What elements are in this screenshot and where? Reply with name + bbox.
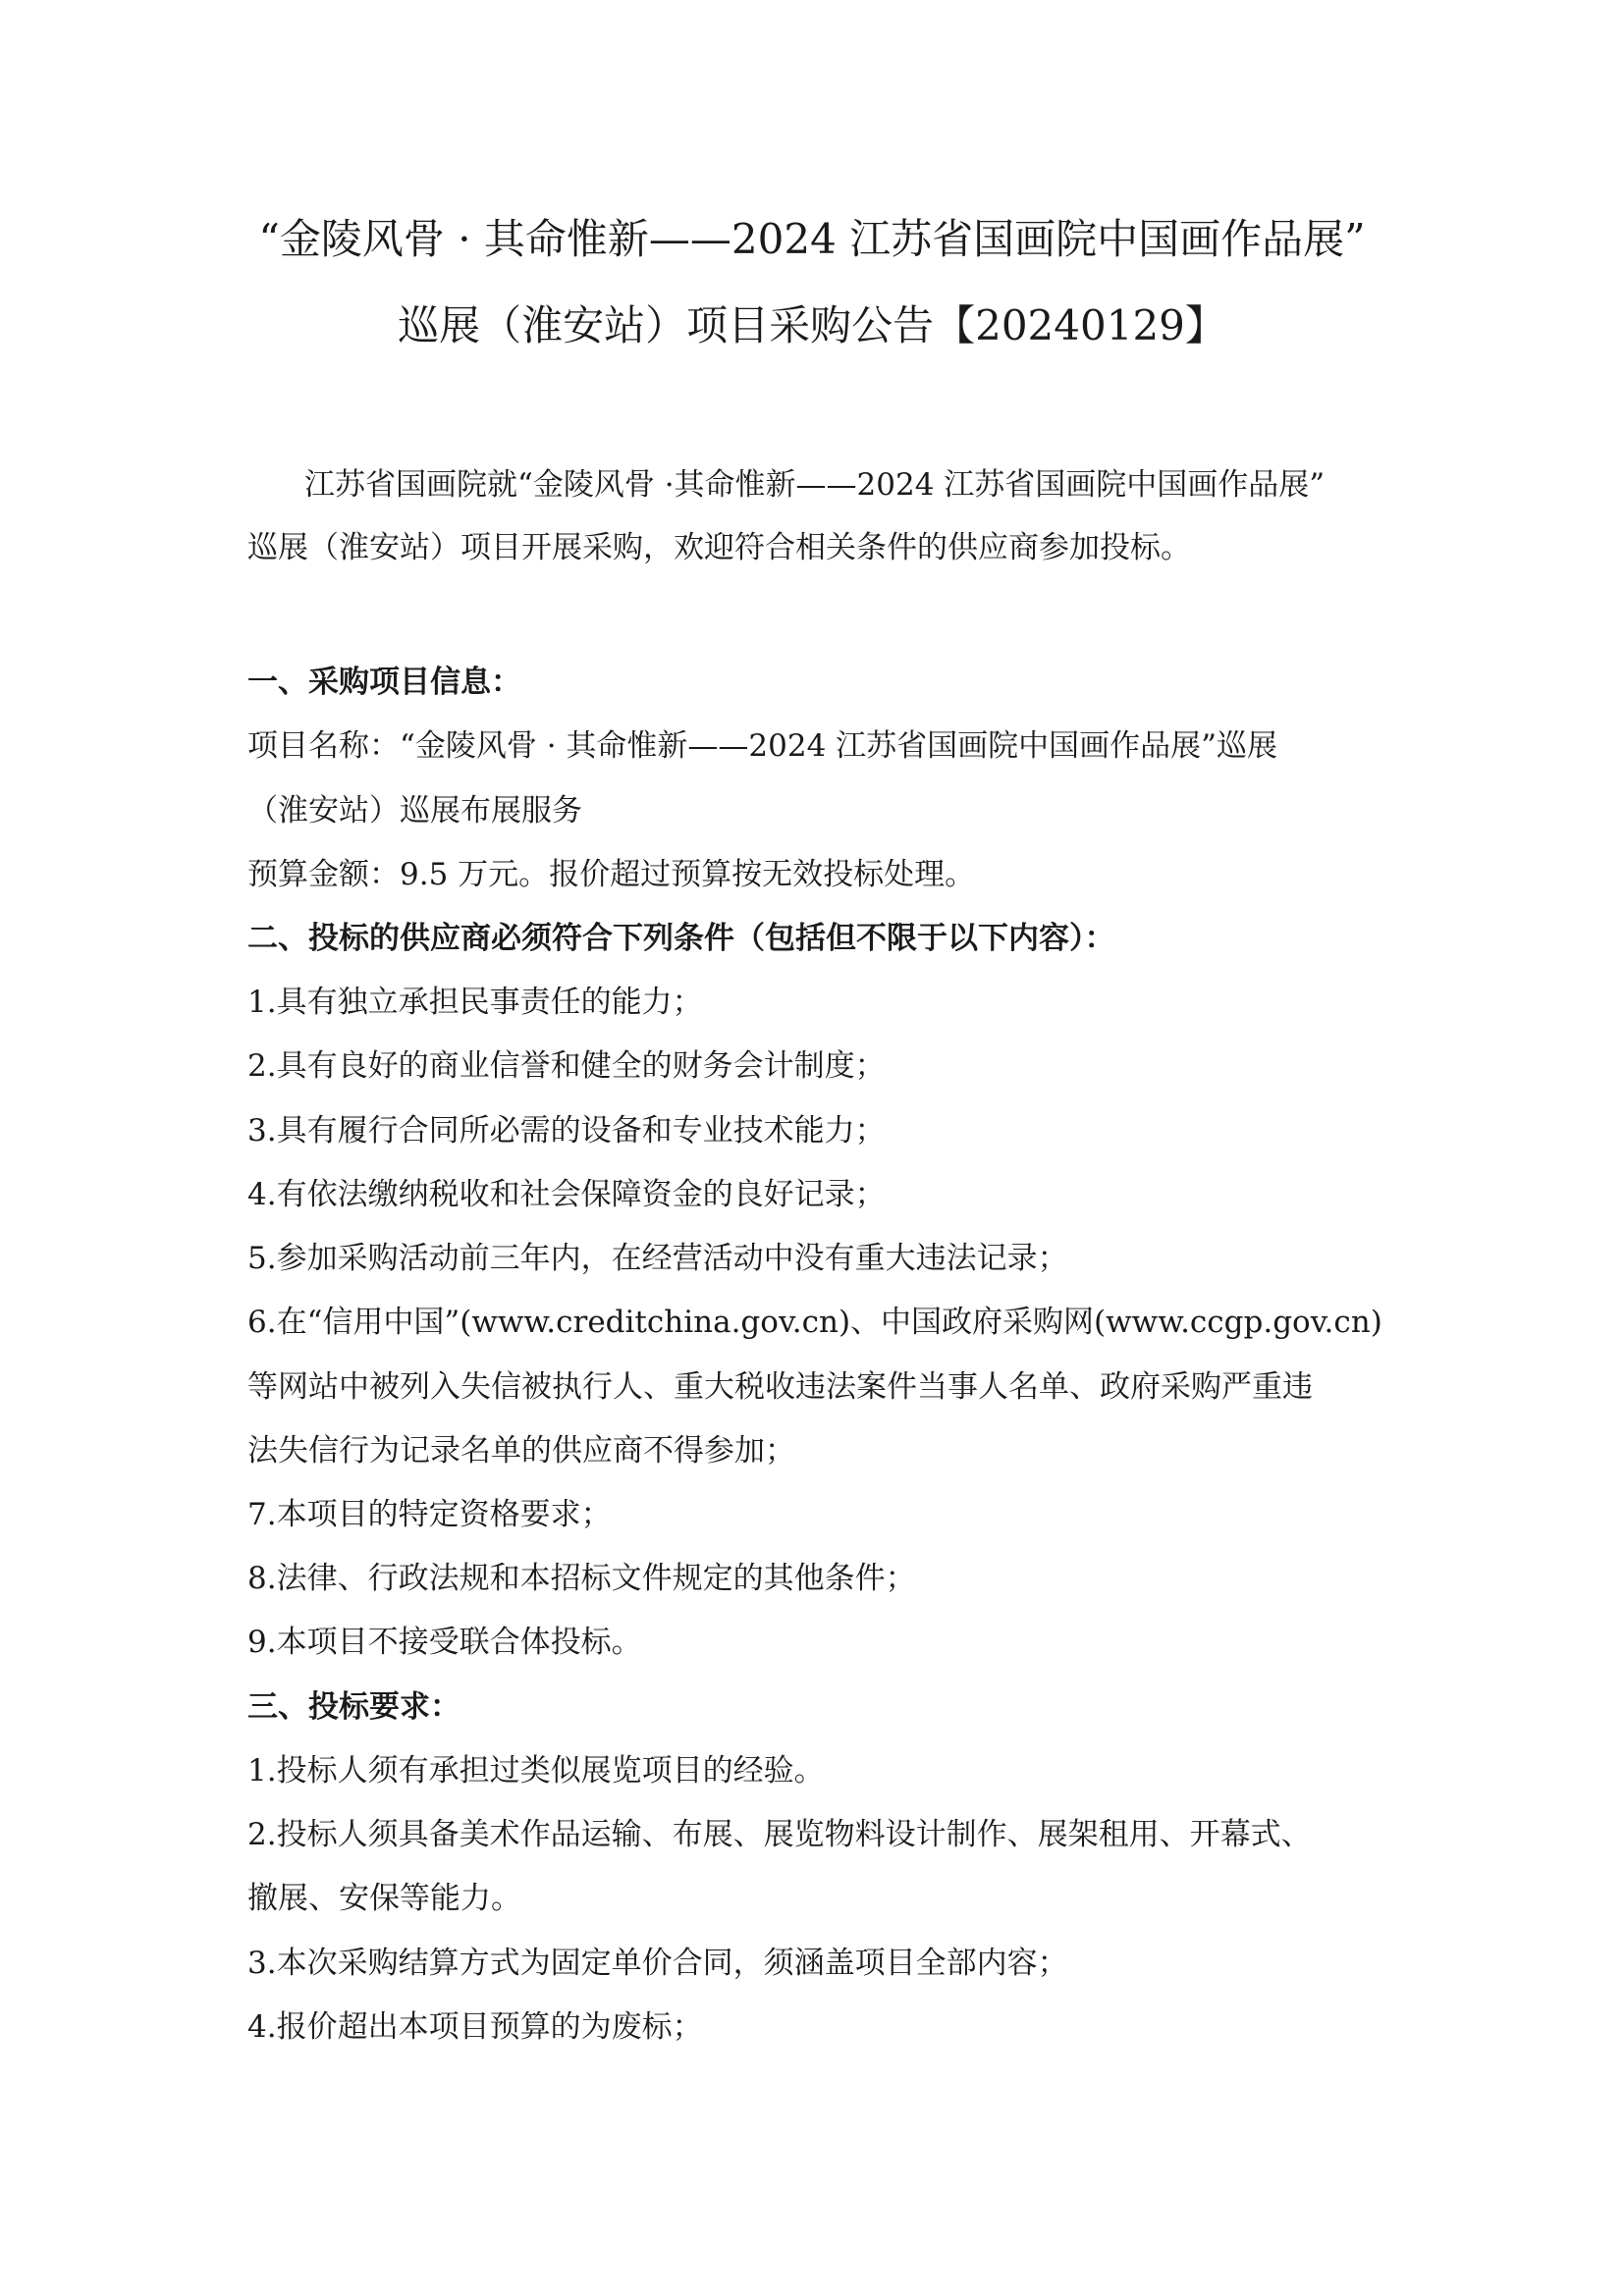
requirement-item: 5.参加采购活动前三年内，在经营活动中没有重大违法记录； (247, 1241, 1068, 1276)
requirement-item: 8.法律、行政法规和本招标文件规定的其他条件； (247, 1561, 916, 1596)
section-1-heading: 一、采购项目信息： (247, 665, 521, 700)
project-name-line-2: （淮安站）巡展布展服务 (247, 793, 582, 828)
intro-line-1: 江苏省国画院就“金陵风骨 ·其命惟新——2024 江苏省国画院中国画作品展” (304, 467, 1326, 503)
document-title-line-2: 巡展（淮安站）项目采购公告【20240129】 (398, 301, 1226, 349)
requirement-item: 2.具有良好的商业信誉和健全的财务会计制度； (247, 1048, 886, 1084)
requirement-item: 3.具有履行合同所必需的设备和专业技术能力； (247, 1113, 886, 1148)
bid-requirement-item: 2.投标人须具备美术作品运输、布展、展览物料设计制作、展架租用、开幕式、 (247, 1817, 1312, 1852)
requirement-item: 7.本项目的特定资格要求； (247, 1497, 612, 1532)
requirement-item: 6.在“信用中国”(www.creditchina.gov.cn)、中国政府采购网(www.ccgp.gov.cn) (247, 1305, 1382, 1340)
document-title-line-1: “金陵风骨 · 其命惟新——2024 江苏省国画院中国画作品展” (258, 215, 1366, 263)
budget-amount: 预算金额：9.5 万元。报价超过预算按无效投标处理。 (247, 857, 976, 892)
requirement-item: 9.本项目不接受联合体投标。 (247, 1625, 642, 1660)
project-name-line-1: 项目名称：“金陵风骨 · 其命惟新——2024 江苏省国画院中国画作品展”巡展 (247, 728, 1278, 764)
bid-requirement-item-continued: 撤展、安保等能力。 (247, 1881, 521, 1916)
section-2-heading: 二、投标的供应商必须符合下列条件（包括但不限于以下内容）： (247, 921, 1115, 956)
section-3-heading: 三、投标要求： (247, 1689, 460, 1725)
requirement-item-continued: 等网站中被列入失信被执行人、重大税收违法案件当事人名单、政府采购严重违 (247, 1369, 1313, 1405)
requirement-item: 1.具有独立承担民事责任的能力； (247, 985, 703, 1020)
requirement-item: 4.有依法缴纳税收和社会保障资金的良好记录； (247, 1177, 886, 1212)
bid-requirement-item: 4.报价超出本项目预算的为废标； (247, 2009, 703, 2045)
requirement-item-continued: 法失信行为记录名单的供应商不得参加； (247, 1433, 795, 1468)
bid-requirement-item: 1.投标人须有承担过类似展览项目的经验。 (247, 1753, 825, 1789)
intro-line-2: 巡展（淮安站）项目开展采购，欢迎符合相关条件的供应商参加投标。 (247, 530, 1191, 565)
bid-requirement-item: 3.本次采购结算方式为固定单价合同，须涵盖项目全部内容； (247, 1946, 1068, 1981)
